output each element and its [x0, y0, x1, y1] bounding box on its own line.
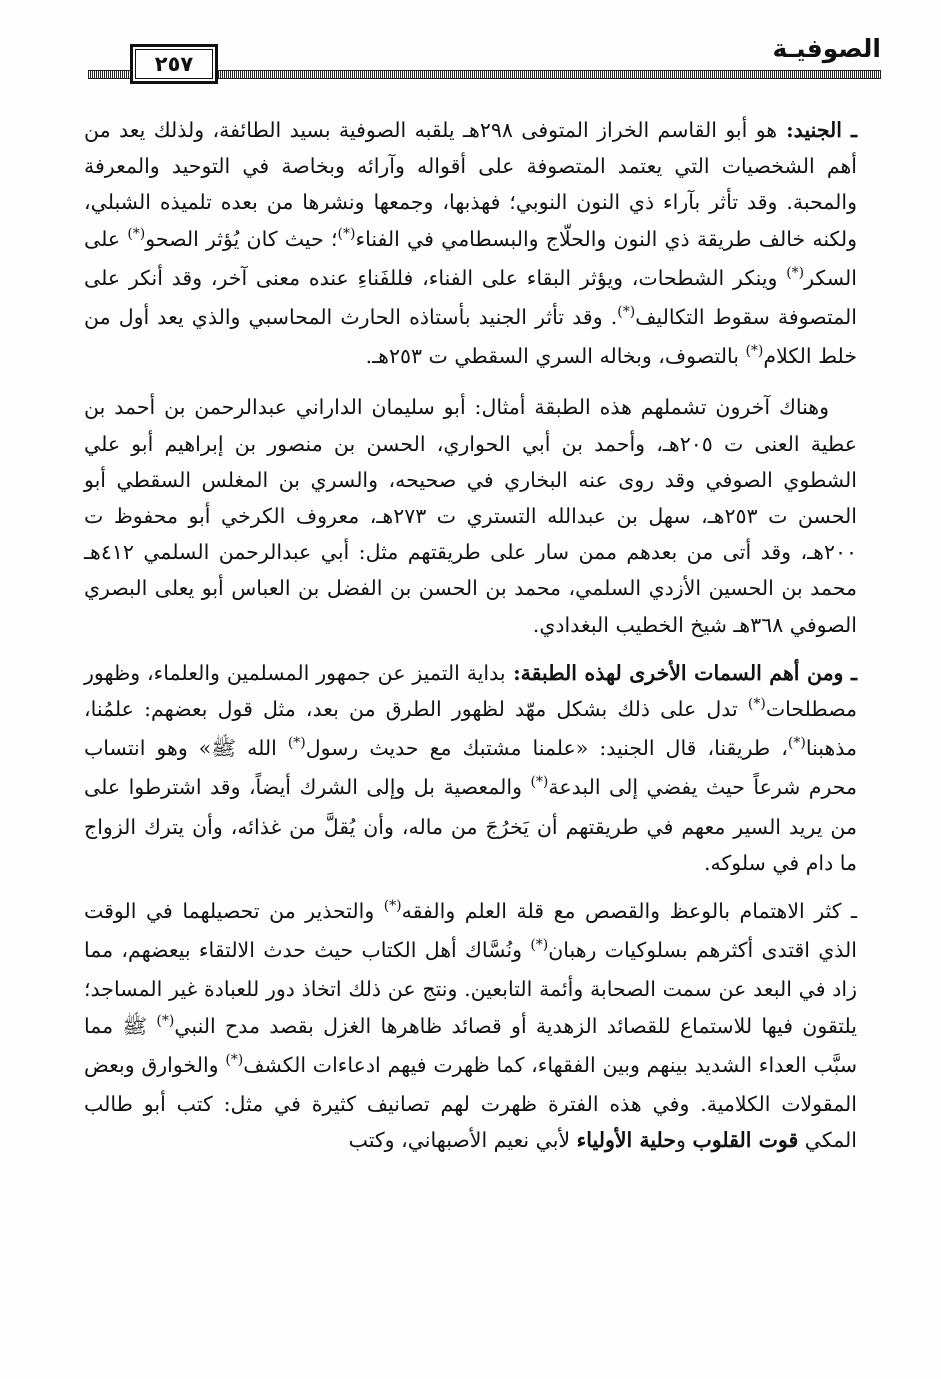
paragraph-others [84, 389, 857, 642]
footnote-marker: (*) [787, 735, 806, 752]
footnote-marker: (*) [745, 343, 764, 360]
text-run: والتحذير من تحصيلهما في الوقت الذي اقتدى أكثرهم بسلوكيات رهبان [84, 899, 857, 963]
footnote-marker: (*) [287, 735, 306, 752]
paragraph-preaching [84, 893, 857, 1158]
footnote-marker: (*) [747, 696, 766, 713]
footnote-marker: (*) [617, 304, 636, 321]
text-run: على السكر [84, 226, 857, 290]
text-run: تدل على ذلك بشكل مهّد لظهور الطرق من بعد، مثل قول بعضهم: علمُنا، مذهبنا [84, 697, 857, 761]
footnote-marker: (*) [383, 898, 402, 915]
footnote-marker: (*) [337, 225, 356, 242]
page-header [88, 30, 881, 82]
text-run: ﷺ مما سبَّب العداء الشديد بينهم وبين الفقهاء، كما ظهرت فيهم ادعاءات الكشف [84, 1013, 857, 1077]
footnote-marker: (*) [127, 225, 146, 242]
text-run: . وقد تأثر الجنيد بأستاذه الحارث المحاسبي والذي يعد أول من خلط الكلام [84, 305, 857, 369]
text-run: بداية التميز عن جمهور المسلمين والعلماء، وظهور مصطلحات [84, 660, 857, 722]
text-run: وينكر الشطحات، ويؤثر البقاء على الفناء، فللفَناءِ عنده معنى آخر، وقد أنكر على المتصوفة سقوط التكاليف [84, 265, 857, 330]
bold-term: ـ الجنيد: [777, 118, 857, 142]
text-run: و [676, 1128, 693, 1153]
text-run: والخوارق وبعض المقولات الكلامية. وفي هذه الفترة ظهرت لهم تصانيف كثيرة في مثل: كتب أبو طالب المكي [84, 1052, 857, 1153]
footnote-marker: (*) [156, 1012, 175, 1029]
text-run: هو أبو القاسم الخراز المتوفى ٢٩٨هـ يلقبه الصوفية بسيد الطائفة، ولذلك يعد من أهم الشخصيات التي يعتمد المتصوفة على أقواله وآرائه وبخاصة في التوحيد والمعرفة والمحبة. وقد تأثر بآراء ذي النون النوبي؛ فهذبها، وجمعها ونشرها من بعده تلميذه الشبلي، ولكنه خالف طريقة ذي النون والحلّاج والبسطامي في الفناء [84, 118, 857, 251]
footnote-marker: (*) [786, 264, 805, 281]
running-title: الصوفيـة [772, 34, 881, 63]
text-run: ونُسَّاك أهل الكتاب حيث حدث الالتقاء بيعضهم، مما زاد في البعد عن سمت الصحابة وأئمة التابعين. ونتج عن ذلك اتخاذ دور للعبادة غير المساجد؛ يلتقون فيها للاستماع للقصائد الزهدية أو قصائد ظاهرها الغزل بقصد مدح النبي [84, 938, 857, 1038]
footnote-marker: (*) [225, 1051, 244, 1068]
bold-term: ـ ومن أهم السمات الأخرى لهذه الطبقة: [505, 660, 857, 685]
text-run: بالتصوف، وبخاله السري السقطي ت ٢٥٣هـ. [365, 344, 746, 369]
page-number: ٢٥٧ [154, 52, 194, 76]
footnote-marker: (*) [530, 774, 549, 791]
text-run: ؛ حيث كان يُؤثر الصحو [145, 226, 338, 251]
paragraph-junaid [84, 112, 857, 377]
paragraph-traits [84, 655, 857, 881]
body-text [84, 112, 857, 1158]
text-run: وهناك آخرون تشملهم هذه الطبقة أمثال: أبو سليمان الداراني عبدالرحمن بن أحمد بن عطية العنى ت ٢٠٥هـ، وأحمد بن أبي الحواري، الحسن بن منصور بن إبراهيم أبو علي الشطوي الصوفي وقد روى عنه البخاري في صحيحه، والسري بن المغلس السقطي أبو الحسن ت ٢٥٣هـ، سهل بن عبدالله التستري ت ٢٧٣هـ، معروف الكرخي أبو محفوظ ت ٢٠٠هـ، وقد أتى من بعدهم ممن سار على طريقتهم مثل: أبي عبدالرحمن السلمي ٤١٢هـ محمد بن الحسين الأزدي السلمي، محمد بن الحسن بن الفضل بن العباس أبو يعلى البصري الصوفي ٣٦٨هـ شيخ الخطيب البغدادي. [84, 395, 857, 637]
text-run: لأبي نعيم الأصبهاني، وكتب [348, 1128, 577, 1153]
footnote-marker: (*) [530, 937, 549, 954]
bold-term: قوت القلوب [692, 1128, 799, 1153]
page-number-box [130, 44, 218, 84]
text-run: ، طريقنا، قال الجنيد: «علمنا مشتبك مع حديث رسول [305, 736, 788, 761]
text-run: الله ﷺ» وهو انتساب محرم شرعاً حيث يفضي إلى البدعة [84, 736, 857, 800]
text-run: والمعصية بل وإلى الشرك أيضاً، وقد اشترطوا على من يريد السير معهم في طريقتهم أن يَخرُجَ من ماله، وأن يُقلَّ من غذائه، وأن يترك الزواج ما دام في سلوكه. [84, 775, 857, 875]
text-run: ـ كثر الاهتمام بالوعظ والقصص مع قلة العلم والفقه [401, 899, 857, 924]
bold-term: حلية الأولياء [576, 1128, 677, 1153]
